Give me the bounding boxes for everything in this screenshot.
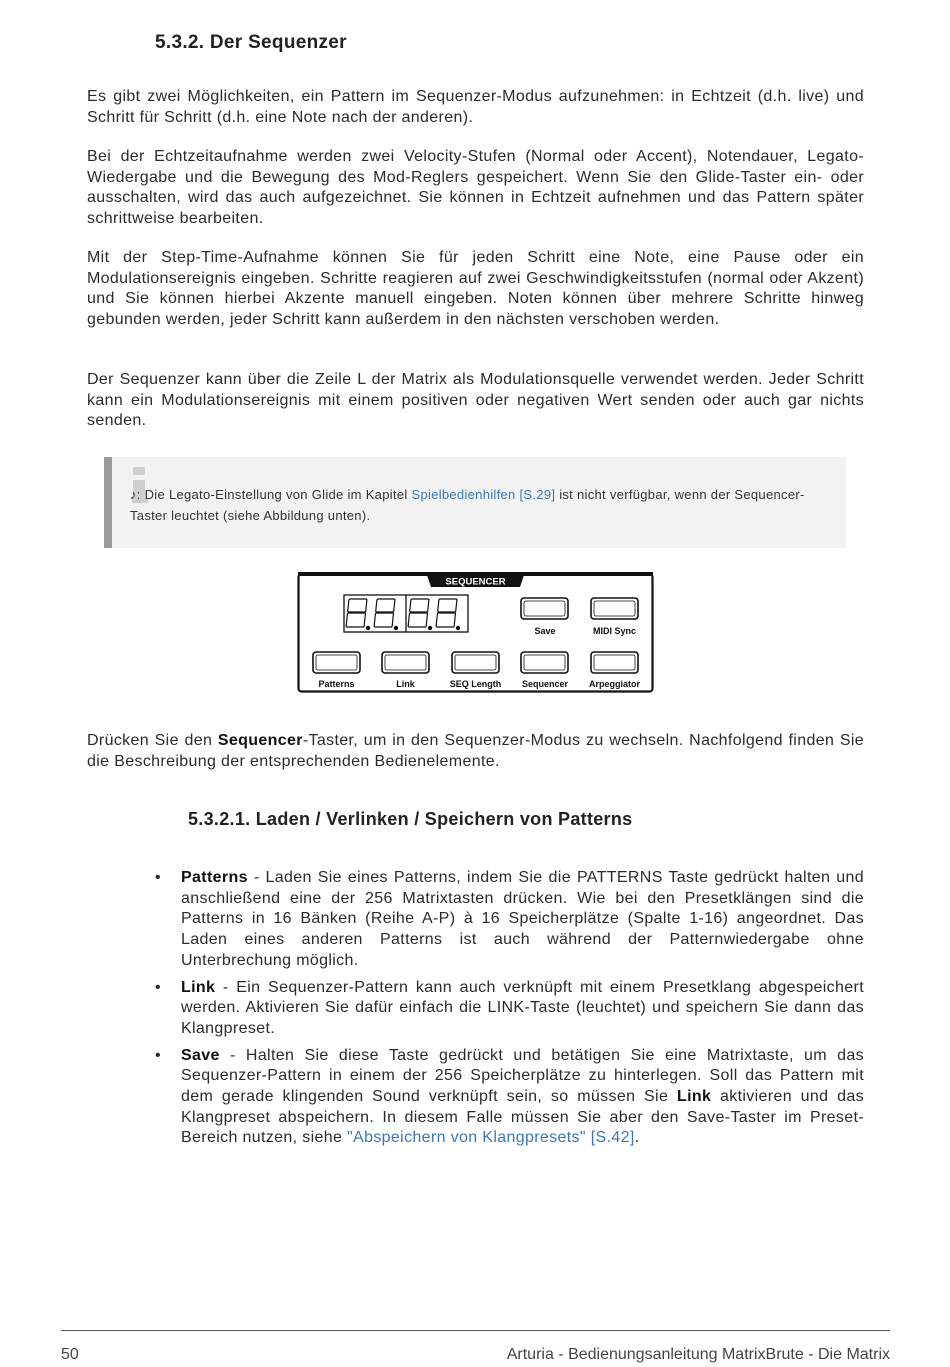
page-number: 50 (61, 1346, 79, 1363)
save-button-graphic (521, 598, 568, 619)
arpeggiator-button-graphic (591, 652, 638, 673)
after-panel-bold: Sequencer (217, 732, 303, 749)
list-item (155, 978, 864, 1040)
sequencer-panel-illustration (297, 572, 654, 693)
bullet-end: . (634, 1129, 640, 1147)
bullet-term: Patterns (181, 869, 248, 886)
midi-sync-button-graphic (591, 598, 638, 619)
link-label: Link (396, 679, 415, 689)
sequencer-label: Sequencer (521, 679, 569, 689)
paragraph-sequencer-button (87, 731, 864, 772)
patterns-button-graphic (313, 652, 360, 673)
bullet-text-continued: aktivieren und das Klangpreset abspeichern. In diesem Falle müssen Sie aber den Save-Taster im Preset-Bereich nutzen, siehe (181, 1088, 864, 1147)
list-item (155, 1046, 864, 1150)
bullet-icon: • (155, 869, 161, 886)
sequencer-button-graphic (521, 652, 568, 673)
paragraph-modulation-source: Der Sequenzer kann über die Zeile L der Matrix als Modulationsquelle verwendet werden. Jeder Schritt kann ein Modulationsereignis mit einem positiven oder negativen Wert senden oder auch gar nichts senden. (87, 371, 864, 430)
footer-title: Arturia - Bedienungsanleitung MatrixBrute - Die Matrix (506, 1346, 890, 1363)
subsection-heading: 5.3.2.1. Laden / Verlinken / Speichern von Patterns (188, 809, 633, 829)
midi-sync-label: MIDI Sync (592, 626, 637, 636)
bullet-inline-bold: Link (676, 1088, 712, 1106)
bullet-icon: • (155, 1046, 161, 1064)
paragraph-step-time: Mit der Step-Time-Aufnahme können Sie für jeden Schritt eine Note, eine Pause oder ein Modulationsereignis eingeben. Schritte reagieren auf zwei Geschwindigkeitsstufen (normal oder Akzent) und Sie können hierbei Akzente manuell eingeben. Noten können über mehrere Schritte hinweg gebunden werden, jeder Schritt kann außerdem in den nächsten verschoben werden. (87, 249, 864, 329)
pattern-actions-list (155, 868, 864, 1155)
seq-length-button-graphic (452, 652, 499, 673)
patterns-label: Patterns (318, 679, 355, 689)
bullet-link[interactable]: "Abspeichern von Klangpresets" [S.42] (347, 1129, 635, 1147)
arpeggiator-label: Arpeggiator (588, 679, 641, 689)
link-button-graphic (382, 652, 429, 673)
bullet-text: - Halten Sie diese Taste gedrückt und betätigen Sie eine Matrixtaste, um das Sequenzer-Pattern in einem der 256 Speicherplätze zu hinterlegen. Soll das Pattern mit dem gerade klingenden Sound verknüpft sein, so müssen Sie (181, 1046, 864, 1106)
note-suffix: ist nicht verfügbar, wenn der Sequencer-Taster leuchtet (siehe Abbildung unten). (130, 487, 805, 523)
bullet-term: Save (181, 1046, 220, 1064)
note-prefix: ♪: Die Legato-Einstellung von Glide im Kapitel (130, 487, 412, 502)
paragraph-intro: Es gibt zwei Möglichkeiten, ein Pattern im Sequenzer-Modus aufzunehmen: in Echtzeit (d.h. live) und Schritt für Schritt (d.h. eine Note nach der anderen). (87, 88, 864, 126)
bullet-text: - Ein Sequenzer-Pattern kann auch verknüpft mit einem Presetklang abgespeichert werden. Aktivieren Sie dafür einfach die LINK-Taste (leuchtet) und speichern Sie dann das Klangpreset. (181, 978, 864, 1037)
info-note (104, 457, 846, 548)
after-panel-before: Drücken Sie den (87, 732, 218, 749)
note-link[interactable]: Spielbedienhilfen [S.29] (411, 487, 556, 502)
section-heading: 5.3.2. Der Sequenzer (155, 32, 347, 53)
list-item (155, 868, 864, 972)
after-panel-after: -Taster, um in den Sequenzer-Modus zu wechseln. Nachfolgend finden Sie die Beschreibung der entsprechenden Bedienelemente. (87, 732, 864, 770)
footer-divider (61, 1330, 890, 1331)
bullet-text: - Laden Sie eines Patterns, indem Sie die PATTERNS Taste gedrückt halten und anschließend eine der 256 Matrixtasten drücken. Wie bei den Presetklängen sind die Patterns in 16 Bänken (Reihe A-P) à 16 Speicherplätze (Spalte 1-16) angeordnet. Das Laden eines anderen Patterns ist auch während der Patternwiedergabe ohne Unterbrechung möglich. (181, 869, 864, 969)
note-text (130, 484, 840, 526)
bullet-icon: • (155, 978, 161, 996)
bullet-term: Link (181, 978, 216, 996)
sequencer-title: SEQUENCER (445, 576, 506, 588)
save-label: Save (534, 626, 556, 636)
seq-length-label: SEQ Length (449, 679, 502, 689)
paragraph-realtime: Bei der Echtzeitaufnahme werden zwei Velocity-Stufen (Normal oder Accent), Notendauer, Legato-Wiedergabe und die Bewegung des Mod-Reglers gespeichert. Wenn Sie den Glide-Taster ein- oder ausschalten, wird das auch aufgezeichnet. Sie können in Echtzeit aufnehmen und das Pattern später schrittweise bearbeiten. (87, 148, 864, 228)
